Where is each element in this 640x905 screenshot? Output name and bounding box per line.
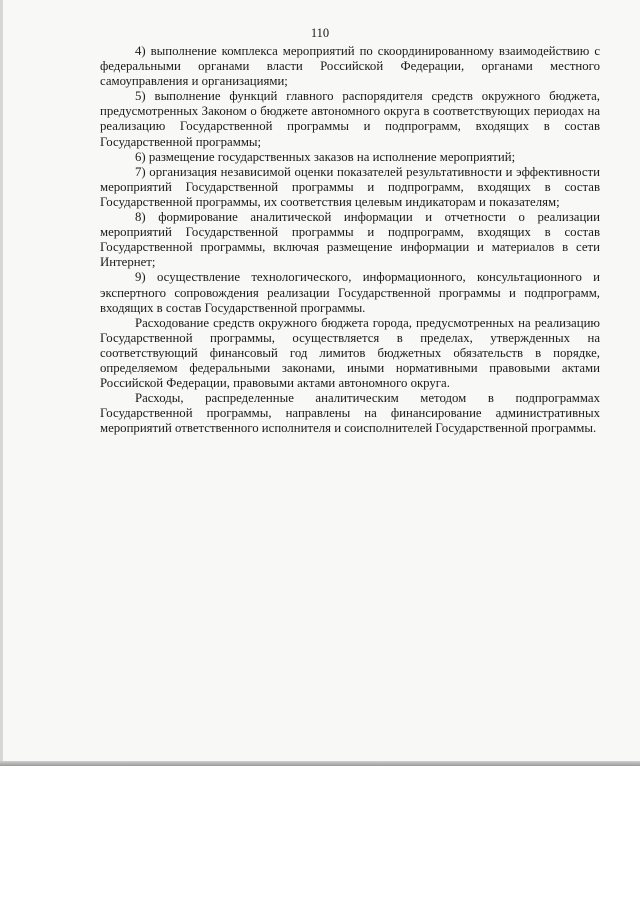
paragraph-item-5: 5) выполнение функций главного распорядителя средств окружного бюджета, предусмотренных Законом о бюджете автономного округа в соответствующих периодах на реализацию Государственной программы и подпрограмм, входящих в состав Государственной программы; — [100, 89, 600, 149]
page-bottom-edge — [0, 761, 640, 766]
paragraph-item-7: 7) организация независимой оценки показателей результативности и эффективности мероприятий Государственной программы и подпрограмм, входящих в состав Государственной программы, их соответствия целевым индикаторам и показателям; — [100, 164, 600, 209]
paragraph-spending: Расходование средств окружного бюджета города, предусмотренных на реализацию Государственной программы, осуществляется в пределах, утвержденных на соответствующий финансовый год лимитов бюджетных обязательств в порядке, определяемом федеральными законами, иными нормативными правовыми актами Российской Федерации, правовыми актами автономного округа. — [100, 315, 600, 391]
body-text — [100, 44, 600, 436]
paragraph-item-8: 8) формирование аналитической информации и отчетности о реализации мероприятий Государственной программы и подпрограмм, входящих в состав Государственной программы, включая размещение информации и материалов в сети Интернет; — [100, 210, 600, 270]
paragraph-item-4: 4) выполнение комплекса мероприятий по скоординированному взаимодействию с федеральными органами власти Российской Федерации, органами местного самоуправления и организациями; — [100, 44, 600, 89]
page-left-edge — [0, 0, 3, 763]
paragraph-expenses: Расходы, распределенные аналитическим методом в подпрограммах Государственной программы, направлены на финансирование административных мероприятий ответственного исполнителя и соисполнителей Государственной программы. — [100, 391, 600, 436]
paragraph-item-9: 9) осуществление технологического, информационного, консультационного и экспертного сопровождения реализации Государственной программы и подпрограмм, входящих в состав Государственной программы. — [100, 270, 600, 315]
page-number: 110 — [310, 26, 330, 40]
paragraph-item-6: 6) размещение государственных заказов на исполнение мероприятий; — [135, 149, 516, 164]
